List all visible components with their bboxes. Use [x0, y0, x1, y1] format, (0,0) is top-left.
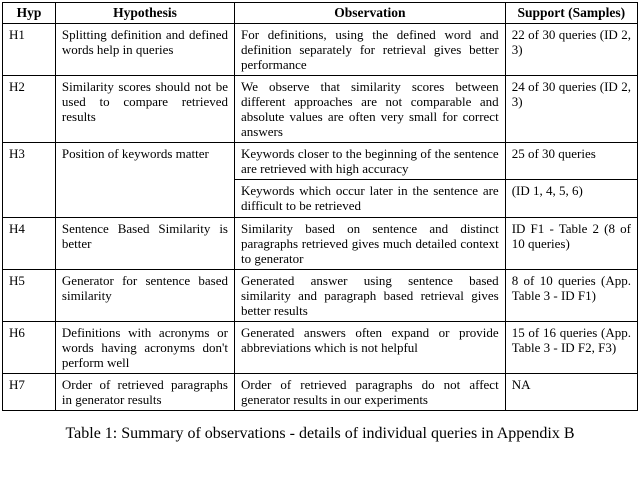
cell-hyp: H5	[3, 269, 56, 321]
table-caption: Table 1: Summary of observations - details of individual queries in Appendix B	[65, 425, 575, 443]
cell-observation: Generated answers often expand or provide abbreviations which is not helpful	[235, 321, 506, 373]
table-row-h6	[3, 321, 638, 373]
cell-observation: Keywords closer to the beginning of the sentence are retrieved with high accuracy	[235, 143, 506, 180]
table-row-h1	[3, 23, 638, 75]
cell-hypothesis: Sentence Based Similarity is better	[55, 217, 234, 269]
cell-support: 15 of 16 queries (App. Table 3 - ID F2, F3)	[505, 321, 637, 373]
cell-hypothesis: Splitting definition and defined words help in queries	[55, 23, 234, 75]
col-header-support: Support (Samples)	[505, 3, 637, 24]
header-row	[3, 3, 638, 24]
cell-hyp: H7	[3, 374, 56, 411]
cell-hyp: H1	[3, 23, 56, 75]
cell-observation: Generated answer using sentence based similarity and paragraph based retrieval gives better results	[235, 269, 506, 321]
cell-observation: For definitions, using the defined word and definition separately for retrieval gives better performance	[235, 23, 506, 75]
col-header-hyp: Hyp	[3, 3, 56, 24]
table-row-h4	[3, 217, 638, 269]
cell-support: 22 of 30 queries (ID 2, 3)	[505, 23, 637, 75]
cell-hyp: H6	[3, 321, 56, 373]
table-row-h3a	[3, 143, 638, 180]
cell-hypothesis: Position of keywords matter	[55, 143, 234, 217]
cell-support: ID F1 - Table 2 (8 of 10 queries)	[505, 217, 637, 269]
table-row-h7	[3, 374, 638, 411]
table-body	[3, 23, 638, 411]
cell-support: 24 of 30 queries (ID 2, 3)	[505, 75, 637, 142]
cell-hypothesis: Generator for sentence based similarity	[55, 269, 234, 321]
cell-hypothesis: Similarity scores should not be used to compare retrieved results	[55, 75, 234, 142]
cell-observation: Similarity based on sentence and distinct paragraphs retrieved gives much detailed context to generator	[235, 217, 506, 269]
cell-support: 25 of 30 queries	[505, 143, 637, 180]
cell-support: NA	[505, 374, 637, 411]
col-header-observation: Observation	[235, 3, 506, 24]
cell-observation: We observe that similarity scores between different approaches are not comparable and absolute values are often very small for correct answers	[235, 75, 506, 142]
cell-observation: Order of retrieved paragraphs do not affect generator results in our experiments	[235, 374, 506, 411]
cell-hyp: H4	[3, 217, 56, 269]
table-row-h5	[3, 269, 638, 321]
col-header-hypothesis: Hypothesis	[55, 3, 234, 24]
table-row-h2	[3, 75, 638, 142]
cell-hypothesis: Order of retrieved paragraphs in generator results	[55, 374, 234, 411]
cell-observation: Keywords which occur later in the sentence are difficult to be retrieved	[235, 180, 506, 217]
cell-hypothesis: Definitions with acronyms or words having acronyms don't perform well	[55, 321, 234, 373]
cell-hyp: H2	[3, 75, 56, 142]
summary-table	[2, 2, 638, 411]
cell-support: 8 of 10 queries (App. Table 3 - ID F1)	[505, 269, 637, 321]
table-header	[3, 3, 638, 24]
cell-hyp: H3	[3, 143, 56, 217]
cell-support: (ID 1, 4, 5, 6)	[505, 180, 637, 217]
